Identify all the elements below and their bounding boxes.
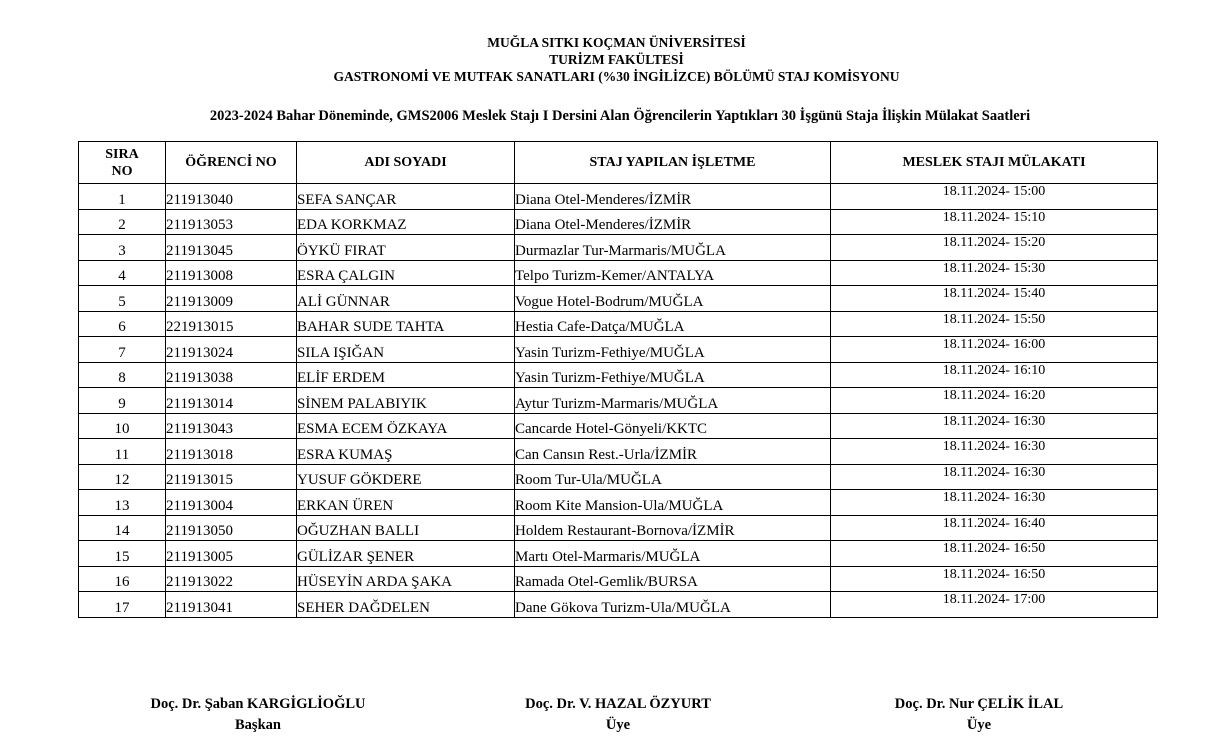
column-header-student-no: ÖĞRENCİ NO (166, 142, 297, 184)
cell-business: Martı Otel-Marmaris/MUĞLA (515, 541, 831, 567)
cell-sira-no: 6 (79, 311, 166, 337)
cell-interview-time: 18.11.2024- 17:00 (831, 592, 1158, 618)
cell-sira-no: 7 (79, 337, 166, 363)
cell-student-name: YUSUF GÖKDERE (297, 464, 515, 490)
cell-sira-no: 12 (79, 464, 166, 490)
cell-sira-no: 11 (79, 439, 166, 465)
cell-sira-no: 3 (79, 235, 166, 261)
cell-student-name: ESRA ÇALGIN (297, 260, 515, 286)
cell-interview-time: 18.11.2024- 16:50 (831, 566, 1158, 592)
cell-student-name: ERKAN ÜREN (297, 490, 515, 516)
cell-sira-no: 17 (79, 592, 166, 618)
signature-member-2 (819, 694, 1139, 736)
table-row (79, 286, 1158, 312)
table-row (79, 439, 1158, 465)
university-name: MUĞLA SITKI KOÇMAN ÜNİVERSİTESİ (487, 35, 746, 50)
table-row (79, 235, 1158, 261)
cell-student-name: ALİ GÜNNAR (297, 286, 515, 312)
cell-student-no: 211913041 (166, 592, 297, 618)
cell-interview-time: 18.11.2024- 16:10 (831, 362, 1158, 388)
cell-student-no: 211913038 (166, 362, 297, 388)
cell-business: Aytur Turizm-Marmaris/MUĞLA (515, 388, 831, 414)
interview-schedule-table (78, 141, 1158, 618)
cell-business: Durmazlar Tur-Marmaris/MUĞLA (515, 235, 831, 261)
cell-student-name: OĞUZHAN BALLI (297, 515, 515, 541)
cell-interview-time: 18.11.2024- 16:30 (831, 439, 1158, 465)
table-row (79, 515, 1158, 541)
cell-business: Dane Gökova Turizm-Ula/MUĞLA (515, 592, 831, 618)
cell-student-name: ESMA ECEM ÖZKAYA (297, 413, 515, 439)
cell-student-name: SEFA SANÇAR (297, 184, 515, 210)
table-row (79, 413, 1158, 439)
signature-name: Doç. Dr. V. HAZAL ÖZYURT (525, 696, 711, 712)
cell-business: Room Tur-Ula/MUĞLA (515, 464, 831, 490)
cell-business: Telpo Turizm-Kemer/ANTALYA (515, 260, 831, 286)
cell-business: Yasin Turizm-Fethiye/MUĞLA (515, 337, 831, 363)
cell-sira-no: 8 (79, 362, 166, 388)
cell-student-name: ESRA KUMAŞ (297, 439, 515, 465)
cell-student-name: BAHAR SUDE TAHTA (297, 311, 515, 337)
cell-student-name: ÖYKÜ FIRAT (297, 235, 515, 261)
cell-business: Holdem Restaurant-Bornova/İZMİR (515, 515, 831, 541)
cell-student-name: GÜLİZAR ŞENER (297, 541, 515, 567)
cell-student-no: 211913014 (166, 388, 297, 414)
cell-sira-no: 4 (79, 260, 166, 286)
cell-business: Vogue Hotel-Bodrum/MUĞLA (515, 286, 831, 312)
cell-student-no: 211913053 (166, 209, 297, 235)
cell-interview-time: 18.11.2024- 16:30 (831, 464, 1158, 490)
cell-student-no: 211913043 (166, 413, 297, 439)
table-row (79, 209, 1158, 235)
cell-interview-time: 18.11.2024- 15:10 (831, 209, 1158, 235)
table-row (79, 260, 1158, 286)
cell-sira-no: 15 (79, 541, 166, 567)
cell-interview-time: 18.11.2024- 15:30 (831, 260, 1158, 286)
cell-interview-time: 18.11.2024- 16:30 (831, 413, 1158, 439)
faculty-name: TURİZM FAKÜLTESİ (549, 52, 684, 67)
signature-role: Üye (966, 717, 992, 733)
column-header-name: ADI SOYADI (297, 142, 515, 184)
cell-student-no: 211913008 (166, 260, 297, 286)
cell-business: Ramada Otel-Gemlik/BURSA (515, 566, 831, 592)
signature-name: Doç. Dr. Şaban KARGİGLİOĞLU (150, 696, 366, 712)
cell-sira-no: 2 (79, 209, 166, 235)
cell-student-no: 211913009 (166, 286, 297, 312)
signature-name: Doç. Dr. Nur ÇELİK İLAL (894, 696, 1064, 712)
table-row (79, 541, 1158, 567)
cell-sira-no: 1 (79, 184, 166, 210)
cell-interview-time: 18.11.2024- 15:40 (831, 286, 1158, 312)
cell-interview-time: 18.11.2024- 15:50 (831, 311, 1158, 337)
table-row (79, 592, 1158, 618)
cell-business: Yasin Turizm-Fethiye/MUĞLA (515, 362, 831, 388)
cell-business: Can Cansın Rest.-Urla/İZMİR (515, 439, 831, 465)
cell-student-name: SİNEM PALABIYIK (297, 388, 515, 414)
cell-student-name: HÜSEYİN ARDA ŞAKA (297, 566, 515, 592)
cell-student-no: 211913022 (166, 566, 297, 592)
cell-student-name: SILA IŞIĞAN (297, 337, 515, 363)
column-header-interview: MESLEK STAJI MÜLAKATI (831, 142, 1158, 184)
signature-role: Üye (605, 717, 631, 733)
table-row (79, 464, 1158, 490)
signature-role: Başkan (235, 717, 281, 733)
cell-student-name: ELİF ERDEM (297, 362, 515, 388)
signature-chair (98, 694, 418, 736)
cell-interview-time: 18.11.2024- 15:20 (831, 235, 1158, 261)
cell-interview-time: 18.11.2024- 16:50 (831, 541, 1158, 567)
table-row (79, 566, 1158, 592)
column-header-sira-no (79, 142, 166, 184)
department-commission: GASTRONOMİ VE MUTFAK SANATLARI (%30 İNGİLİZCE) BÖLÜMÜ STAJ KOMİSYONU (333, 69, 900, 84)
signature-member-1 (458, 694, 778, 736)
cell-interview-time: 18.11.2024- 16:00 (831, 337, 1158, 363)
cell-business: Diana Otel-Menderes/İZMİR (515, 184, 831, 210)
cell-business: Diana Otel-Menderes/İZMİR (515, 209, 831, 235)
cell-business: Room Kite Mansion-Ula/MUĞLA (515, 490, 831, 516)
table-body (79, 184, 1158, 618)
cell-sira-no: 14 (79, 515, 166, 541)
cell-student-name: EDA KORKMAZ (297, 209, 515, 235)
table-row (79, 388, 1158, 414)
cell-sira-no: 5 (79, 286, 166, 312)
cell-interview-time: 18.11.2024- 15:00 (831, 184, 1158, 210)
sira-label-line2: NO (111, 163, 133, 179)
cell-business: Hestia Cafe-Datça/MUĞLA (515, 311, 831, 337)
cell-student-no: 211913018 (166, 439, 297, 465)
cell-interview-time: 18.11.2024- 16:20 (831, 388, 1158, 414)
cell-sira-no: 13 (79, 490, 166, 516)
cell-interview-time: 18.11.2024- 16:40 (831, 515, 1158, 541)
cell-student-no: 221913015 (166, 311, 297, 337)
cell-student-no: 211913005 (166, 541, 297, 567)
document-header (0, 34, 1213, 85)
cell-student-no: 211913024 (166, 337, 297, 363)
cell-business: Cancarde Hotel-Gönyeli/KKTC (515, 413, 831, 439)
table-row (79, 337, 1158, 363)
cell-student-no: 211913004 (166, 490, 297, 516)
cell-student-name: SEHER DAĞDELEN (297, 592, 515, 618)
cell-interview-time: 18.11.2024- 16:30 (831, 490, 1158, 516)
table-header-row (79, 142, 1158, 184)
column-header-business: STAJ YAPILAN İŞLETME (515, 142, 831, 184)
table-row (79, 311, 1158, 337)
cell-student-no: 211913045 (166, 235, 297, 261)
cell-sira-no: 10 (79, 413, 166, 439)
cell-student-no: 211913015 (166, 464, 297, 490)
cell-student-no: 211913050 (166, 515, 297, 541)
table-row (79, 490, 1158, 516)
table-row (79, 362, 1158, 388)
sira-label-line1: SIRA (105, 146, 139, 162)
cell-student-no: 211913040 (166, 184, 297, 210)
document-subtitle: 2023-2024 Bahar Döneminde, GMS2006 Meslek Stajı I Dersini Alan Öğrencilerin Yaptıkları 30 İşgünü Staja İlişkin Mülakat Saatleri (209, 108, 1031, 124)
cell-sira-no: 9 (79, 388, 166, 414)
table-row (79, 184, 1158, 210)
cell-sira-no: 16 (79, 566, 166, 592)
